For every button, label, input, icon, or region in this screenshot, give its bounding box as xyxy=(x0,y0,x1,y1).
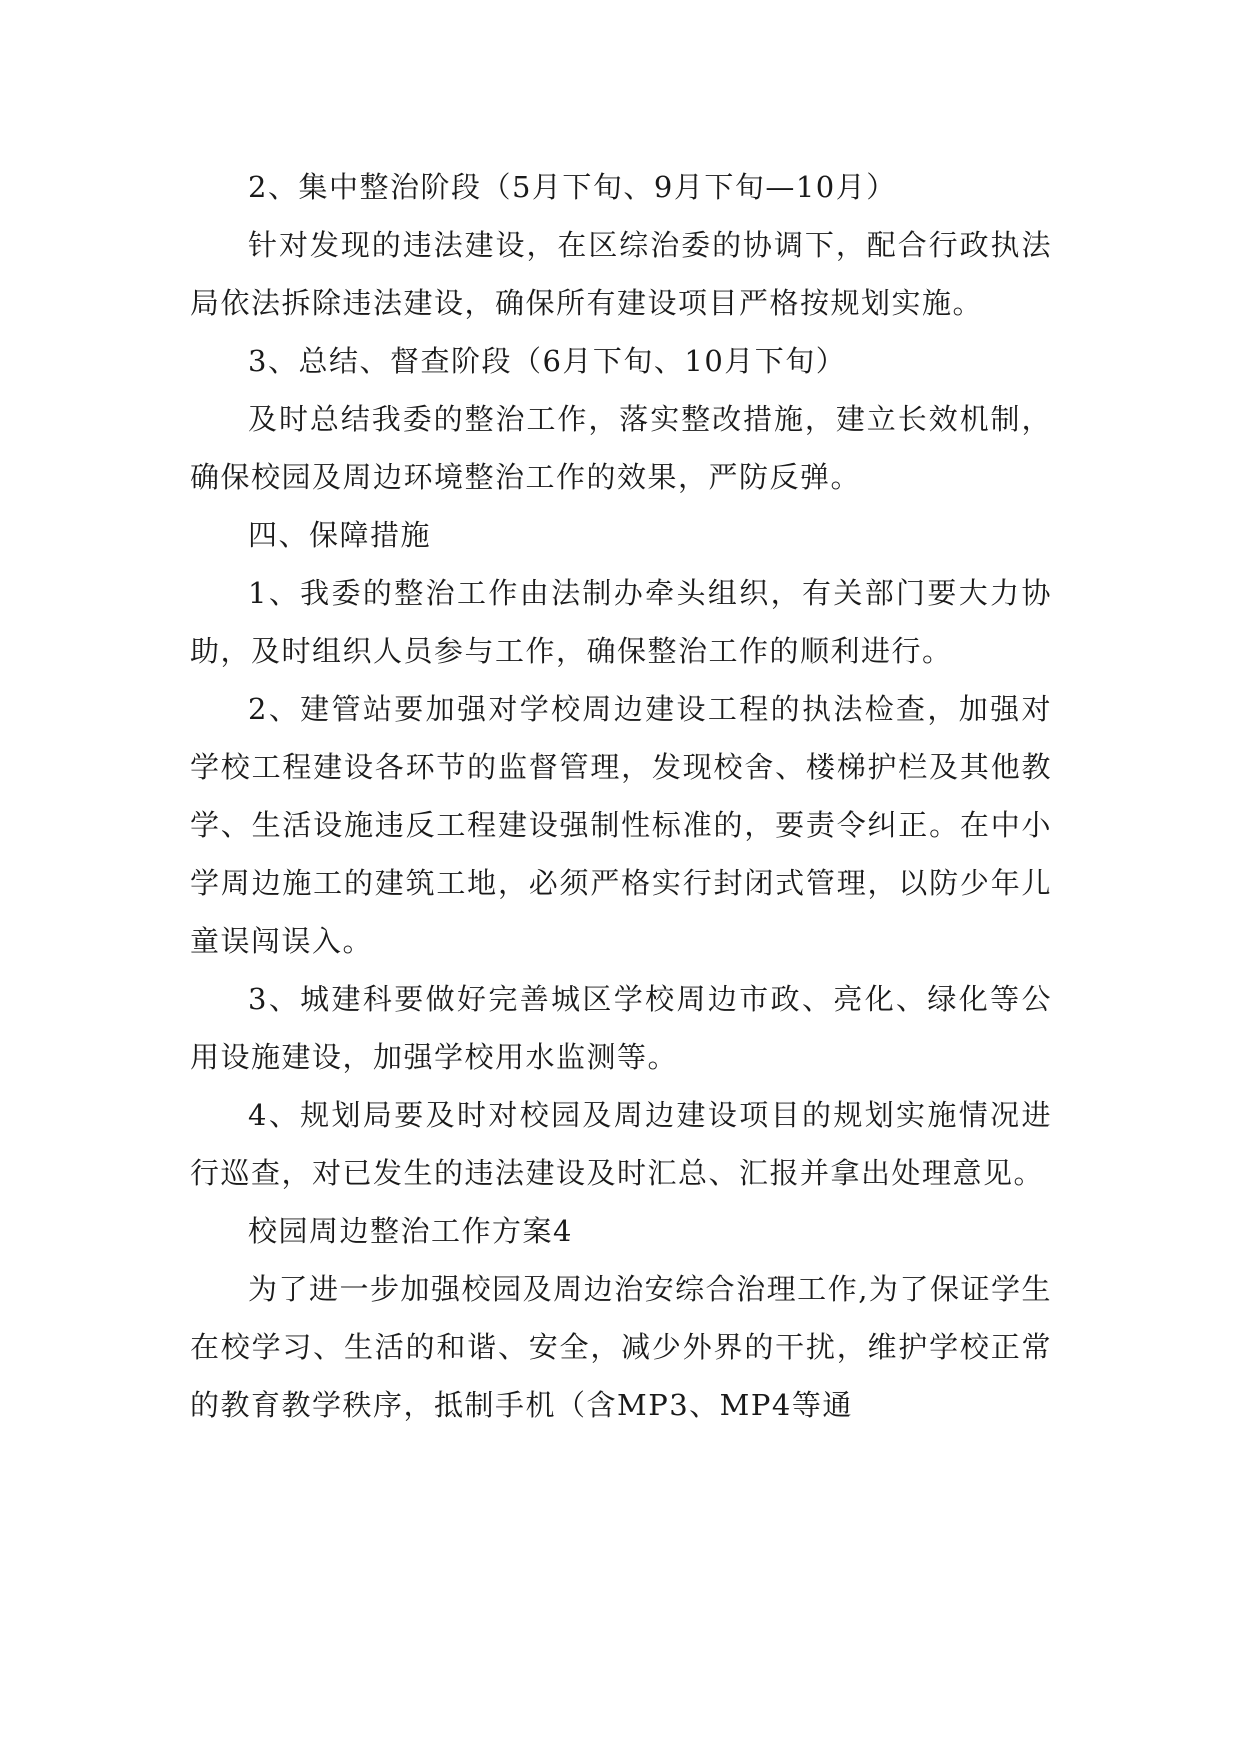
measure-1-paragraph: 1、我委的整治工作由法制办牵头组织，有关部门要大力协助，及时组织人员参与工作，确保整治工作的顺利进行。 xyxy=(190,576,1052,668)
stage-2-heading: 2、集中整治阶段（5月下旬、9月下旬—10月） xyxy=(248,170,897,204)
measure-3-paragraph: 3、城建科要做好完善城区学校周边市政、亮化、绿化等公用设施建设，加强学校用水监测等。 xyxy=(190,982,1052,1074)
plan-4-title: 校园周边整治工作方案4 xyxy=(248,1214,573,1248)
measure-4-paragraph: 4、规划局要及时对校园及周边建设项目的规划实施情况进行巡查，对已发生的违法建设及时汇总、汇报并拿出处理意见。 xyxy=(190,1098,1052,1190)
stage-2-paragraph: 针对发现的违法建设，在区综治委的协调下，配合行政执法局依法拆除违法建设，确保所有建设项目严格按规划实施。 xyxy=(190,228,1052,320)
stage-3-paragraph: 及时总结我委的整治工作，落实整改措施，建立长效机制，确保校园及周边环境整治工作的效果，严防反弹。 xyxy=(190,402,1052,494)
stage-3-heading: 3、总结、督查阶段（6月下旬、10月下旬） xyxy=(248,344,847,378)
document-body xyxy=(190,158,1052,1434)
section-4-heading: 四、保障措施 xyxy=(248,518,432,552)
measure-2-paragraph: 2、建管站要加强对学校周边建设工程的执法检查，加强对学校工程建设各环节的监督管理，发现校舍、楼梯护栏及其他教学、生活设施违反工程建设强制性标准的，要责令纠正。在中小学周边施工的建筑工地，必须严格实行封闭式管理，以防少年儿童误闯误入。 xyxy=(190,692,1052,958)
plan-4-intro-paragraph: 为了进一步加强校园及周边治安综合治理工作,为了保证学生在校学习、生活的和谐、安全，减少外界的干扰，维护学校正常的教育教学秩序，抵制手机（含MP3、MP4等通 xyxy=(190,1272,1052,1422)
